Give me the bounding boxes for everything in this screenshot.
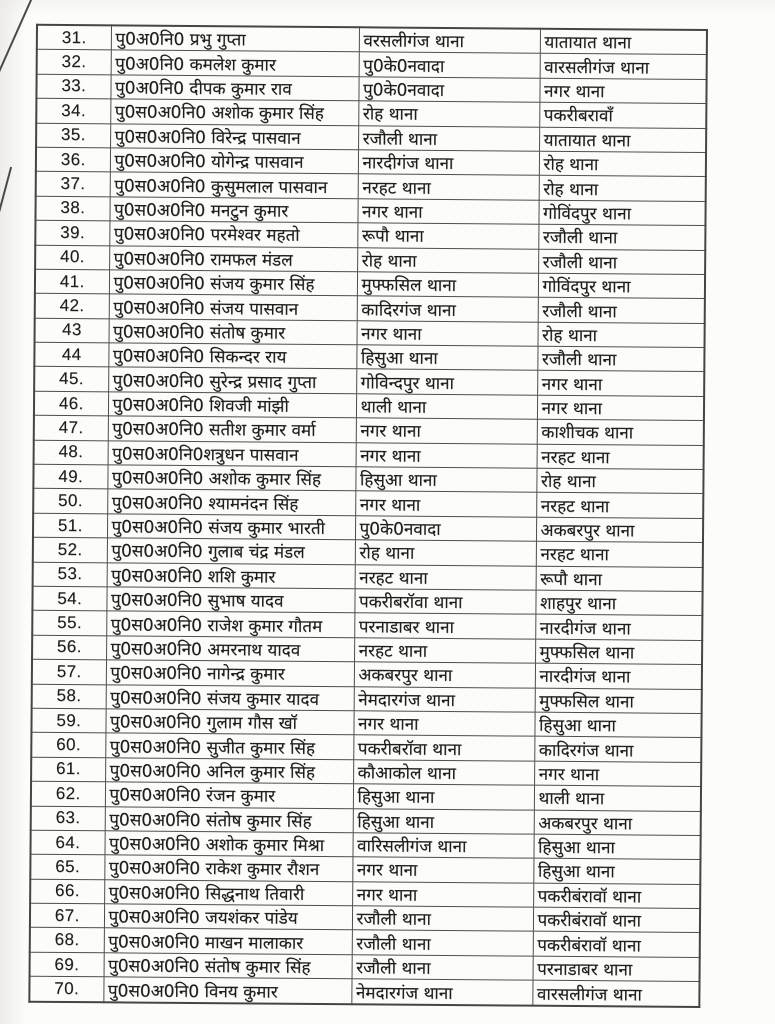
current-station-cell: नगर थाना xyxy=(356,442,537,468)
serial-number-cell: 62. xyxy=(31,781,105,806)
serial-number-cell: 65. xyxy=(30,855,104,880)
new-station-cell: नरहट थाना xyxy=(536,541,703,567)
officer-name-cell: पु0स0अ0नि0 परमेश्वर महतो xyxy=(109,221,357,247)
current-station-cell: रोह थाना xyxy=(355,540,536,566)
new-station-cell: कादिरगंज थाना xyxy=(534,737,701,763)
new-station-cell: परनाडाबर थाना xyxy=(533,956,700,982)
current-station-cell: रूपौ थाना xyxy=(357,223,538,249)
current-station-cell: वारिसलीगंज थाना xyxy=(352,833,533,859)
serial-number-cell: 31. xyxy=(37,25,111,50)
serial-number-cell: 34. xyxy=(36,98,110,123)
current-station-cell: रजौली थाना xyxy=(352,930,533,956)
officer-name-cell: पु0स0अ0नि0 कुसुमलाल पासवान xyxy=(110,172,358,198)
current-station-cell: हिसुआ थाना xyxy=(355,467,536,493)
new-station-cell: नारदीगंज थाना xyxy=(535,615,702,641)
current-station-cell: हिसुआ थाना xyxy=(353,784,534,810)
serial-number-cell: 32. xyxy=(37,50,111,75)
current-station-cell: पु0के0नवादा xyxy=(355,516,536,542)
new-station-cell: रोह थाना xyxy=(539,151,706,177)
officer-name-cell: पु0स0अ0नि0 नागेन्द्र कुमार xyxy=(106,660,354,686)
officer-name-cell: पु0स0अ0नि0 सुरेन्द्र प्रसाद गुप्ता xyxy=(108,367,356,393)
serial-number-cell: 45. xyxy=(34,367,108,392)
new-station-cell: शाहपुर थाना xyxy=(535,590,702,616)
new-station-cell: नगर थाना xyxy=(537,395,704,421)
current-station-cell: गोविन्दपुर थाना xyxy=(356,369,537,395)
officer-name-cell: पु0स0अ0नि0 सुजीत कुमार सिंह xyxy=(105,733,353,759)
current-station-cell: पु0के0नवादा xyxy=(359,52,540,78)
pen-stroke-mark-top-left xyxy=(0,0,32,73)
serial-number-cell: 41. xyxy=(35,269,109,294)
officer-name-cell: पु0स0अ0नि0 सिद्धनाथ तिवारी xyxy=(104,879,352,905)
current-station-cell: रजौली थाना xyxy=(352,955,533,981)
serial-number-cell: 57. xyxy=(32,659,106,684)
serial-number-cell: 63. xyxy=(31,806,105,831)
serial-number-cell: 35. xyxy=(36,123,110,148)
new-station-cell: अकबरपुर थाना xyxy=(536,517,703,543)
current-station-cell: नगर थाना xyxy=(353,711,534,737)
new-station-cell: यातायात थाना xyxy=(539,127,706,153)
officer-name-cell: पु0स0अ0नि0 संतोष कुमार xyxy=(109,319,357,345)
officer-name-cell: पु0अ0नि0 प्रभु गुप्ता xyxy=(111,25,359,52)
officer-name-cell: पु0स0अ0नि0 सिकन्दर राय xyxy=(108,343,356,369)
new-station-cell: नरहट थाना xyxy=(537,444,704,470)
new-station-cell: नगर थाना xyxy=(539,78,706,104)
serial-number-cell: 58. xyxy=(32,684,106,709)
new-station-cell: रजौली थाना xyxy=(538,298,705,324)
serial-number-cell: 52. xyxy=(33,537,107,562)
current-station-cell: रोह थाना xyxy=(358,101,539,127)
officer-name-cell: पु0स0अ0नि0 जयशंकर पांडेय xyxy=(104,904,352,930)
current-station-cell: कादिरगंज थाना xyxy=(357,296,538,322)
officer-name-cell: पु0स0अ0नि0 योगेन्द्र पासवान xyxy=(110,148,358,174)
officer-name-cell: पु0स0अ0नि0 संजय पासवान xyxy=(109,294,357,320)
officer-name-cell: पु0अ0नि0 कमलेश कुमार xyxy=(111,50,359,76)
officer-name-cell: पु0स0अ0नि0 गुलाम गौस खॉ xyxy=(105,709,353,735)
serial-number-cell: 67. xyxy=(30,903,104,928)
serial-number-cell: 43 xyxy=(35,318,109,343)
new-station-cell: नारदीगंज थाना xyxy=(535,663,702,689)
serial-number-cell: 55. xyxy=(32,611,106,636)
new-station-cell: रोह थाना xyxy=(536,468,703,494)
new-station-cell: गोविंदपुर थाना xyxy=(538,273,705,299)
current-station-cell: नारदीगंज थाना xyxy=(358,150,539,176)
current-station-cell: नरहट थाना xyxy=(355,564,536,590)
current-station-cell: रजौली थाना xyxy=(358,125,539,151)
officer-name-cell: पु0स0अ0नि0 सतीश कुमार वर्मा xyxy=(108,416,356,442)
new-station-cell: नरहट थाना xyxy=(536,493,703,519)
officer-name-cell: पु0स0अ0नि0शत्रुधन पासवान xyxy=(108,440,356,466)
new-station-cell: मुफ्फसिल थाना xyxy=(535,639,702,665)
current-station-cell: मुफ्फसिल थाना xyxy=(357,272,538,298)
officer-name-cell: पु0स0अ0नि0 गुलाब चंद्र मंडल xyxy=(107,538,355,564)
serial-number-cell: 64. xyxy=(30,830,104,855)
serial-number-cell: 56. xyxy=(32,635,106,660)
table-row xyxy=(29,976,699,1007)
serial-number-cell: 40. xyxy=(35,245,109,270)
current-station-cell: नेमदारगंज थाना xyxy=(351,979,532,1006)
serial-number-cell: 68. xyxy=(30,928,104,953)
officer-name-cell: पु0स0अ0नि0 अनिल कुमार सिंह xyxy=(105,758,353,784)
current-station-cell: रजौली थाना xyxy=(352,906,533,932)
new-station-cell: थाली थाना xyxy=(534,785,701,811)
officer-name-cell: पु0स0अ0नि0 शिवजी मांझी xyxy=(108,392,356,418)
officer-name-cell: पु0स0अ0नि0 माखन मालाकार xyxy=(104,928,352,954)
officer-name-cell: पु0स0अ0नि0 सुभाष यादव xyxy=(106,587,354,613)
officer-name-cell: पु0स0अ0नि0 राकेश कुमार रौशन xyxy=(104,855,352,881)
serial-number-cell: 36. xyxy=(36,147,110,172)
new-station-cell: मुफ्फसिल थाना xyxy=(535,688,702,714)
current-station-cell: पकरीबरॉवा थाना xyxy=(353,735,534,761)
current-station-cell: हिसुआ थाना xyxy=(353,808,534,834)
serial-number-cell: 46. xyxy=(34,391,108,416)
new-station-cell: अकबरपुर थाना xyxy=(534,810,701,836)
current-station-cell: वरसलीगंज थाना xyxy=(359,27,540,53)
table-body xyxy=(29,25,707,1007)
serial-number-cell: 61. xyxy=(31,757,105,782)
new-station-cell: वारसलीगंज थाना xyxy=(540,54,707,80)
officer-name-cell: पु0स0अ0नि0 रंजन कुमार xyxy=(105,782,353,808)
serial-number-cell: 42. xyxy=(35,294,109,319)
current-station-cell: नगर थाना xyxy=(357,199,538,225)
police-transfer-table xyxy=(28,24,708,1008)
current-station-cell: नगर थाना xyxy=(355,491,536,517)
serial-number-cell: 69. xyxy=(30,952,104,977)
officer-name-cell: पु0स0अ0नि0 संतोष कुमार सिंह xyxy=(104,953,352,979)
new-station-cell: यातायात थाना xyxy=(540,29,707,55)
serial-number-cell: 48. xyxy=(34,440,108,465)
current-station-cell: पु0के0नवादा xyxy=(358,77,539,103)
current-station-cell: नगर थाना xyxy=(352,857,533,883)
current-station-cell: थाली थाना xyxy=(356,394,537,420)
officer-name-cell: पु0स0अ0नि0 राजेश कुमार गौतम xyxy=(106,611,354,637)
serial-number-cell: 51. xyxy=(33,513,107,538)
current-station-cell: नगर थाना xyxy=(352,881,533,907)
current-station-cell: नरहट थाना xyxy=(354,638,535,664)
new-station-cell: रजौली थाना xyxy=(537,346,704,372)
current-station-cell: नरहट थाना xyxy=(358,174,539,200)
current-station-cell: नगर थाना xyxy=(357,320,538,346)
serial-number-cell: 60. xyxy=(31,733,105,758)
serial-number-cell: 54. xyxy=(32,586,106,611)
serial-number-cell: 70. xyxy=(29,976,103,1002)
officer-name-cell: पु0स0अ0नि0 मनटुन कुमार xyxy=(109,197,357,223)
officer-name-cell: पु0अ0नि0 दीपक कुमार राव xyxy=(110,75,358,101)
officer-name-cell: पु0स0अ0नि0 रामफल मंडल xyxy=(109,245,357,271)
new-station-cell: रजौली थाना xyxy=(538,224,705,250)
serial-number-cell: 44 xyxy=(34,342,108,367)
new-station-cell: काशीचक थाना xyxy=(537,419,704,445)
officer-name-cell: पु0स0अ0नि0 संजय कुमार सिंह xyxy=(109,270,357,296)
serial-number-cell: 53. xyxy=(33,562,107,587)
serial-number-cell: 49. xyxy=(33,464,107,489)
officer-name-cell: पु0स0अ0नि0 शशि कुमार xyxy=(107,562,355,588)
serial-number-cell: 66. xyxy=(30,879,104,904)
new-station-cell: रोह थाना xyxy=(538,322,705,348)
officer-name-cell: पु0स0अ0नि0 संतोष कुमार सिंह xyxy=(105,806,353,832)
new-station-cell: पकरीबंरावॉ थाना xyxy=(533,883,700,909)
serial-number-cell: 33. xyxy=(36,74,110,99)
new-station-cell: नगर थाना xyxy=(537,371,704,397)
officer-name-cell: पु0स0अ0नि0 अशोक कुमार सिंह xyxy=(110,99,358,125)
current-station-cell: कौआकोल थाना xyxy=(353,759,534,785)
new-station-cell: वारसलीगंज थाना xyxy=(532,980,699,1007)
new-station-cell: पकरीबंरावॉ थाना xyxy=(533,932,700,958)
new-station-cell: पकरीबरावाँ xyxy=(539,102,706,128)
current-station-cell: पकरीबरॉवा थाना xyxy=(354,589,535,615)
current-station-cell: हिसुआ थाना xyxy=(356,345,537,371)
current-station-cell: नेमदारगंज थाना xyxy=(354,686,535,712)
serial-number-cell: 59. xyxy=(31,708,105,733)
new-station-cell: गोविंदपुर थाना xyxy=(538,200,705,226)
officer-name-cell: पु0स0अ0नि0 संजय कुमार भारती xyxy=(107,514,355,540)
serial-number-cell: 50. xyxy=(33,489,107,514)
current-station-cell: अकबरपुर थाना xyxy=(354,662,535,688)
current-station-cell: रोह थाना xyxy=(357,247,538,273)
officer-name-cell: पु0स0अ0नि0 अशोक कुमार सिंह xyxy=(107,465,355,491)
pen-stroke-mark-left-margin xyxy=(0,167,12,214)
officer-name-cell: पु0स0अ0नि0 श्यामनंदन सिंह xyxy=(107,489,355,515)
serial-number-cell: 39. xyxy=(35,220,109,245)
serial-number-cell: 38. xyxy=(35,196,109,221)
officer-name-cell: पु0स0अ0नि0 अशोक कुमार मिश्रा xyxy=(104,831,352,857)
new-station-cell: रोह थाना xyxy=(539,176,706,202)
new-station-cell: हिसुआ थाना xyxy=(533,858,700,884)
current-station-cell: नगर थाना xyxy=(356,418,537,444)
officer-name-cell: पु0स0अ0नि0 संजय कुमार यादव xyxy=(106,684,354,710)
table-wrap xyxy=(28,24,706,1008)
new-station-cell: हिसुआ थाना xyxy=(534,712,701,738)
officer-name-cell: पु0स0अ0नि0 विरेन्द्र पासवान xyxy=(110,123,358,149)
officer-name-cell: पु0स0अ0नि0 अमरनाथ यादव xyxy=(106,636,354,662)
new-station-cell: रूपौ थाना xyxy=(536,566,703,592)
officer-name-cell: पु0स0अ0नि0 विनय कुमार xyxy=(103,977,351,1004)
new-station-cell: रजौली थाना xyxy=(538,249,705,275)
current-station-cell: परनाडाबर थाना xyxy=(354,613,535,639)
serial-number-cell: 37. xyxy=(36,172,110,197)
new-station-cell: नगर थाना xyxy=(534,761,701,787)
new-station-cell: पकरीबंरावॉ थाना xyxy=(533,907,700,933)
serial-number-cell: 47. xyxy=(34,415,108,440)
new-station-cell: हिसुआ थाना xyxy=(533,834,700,860)
